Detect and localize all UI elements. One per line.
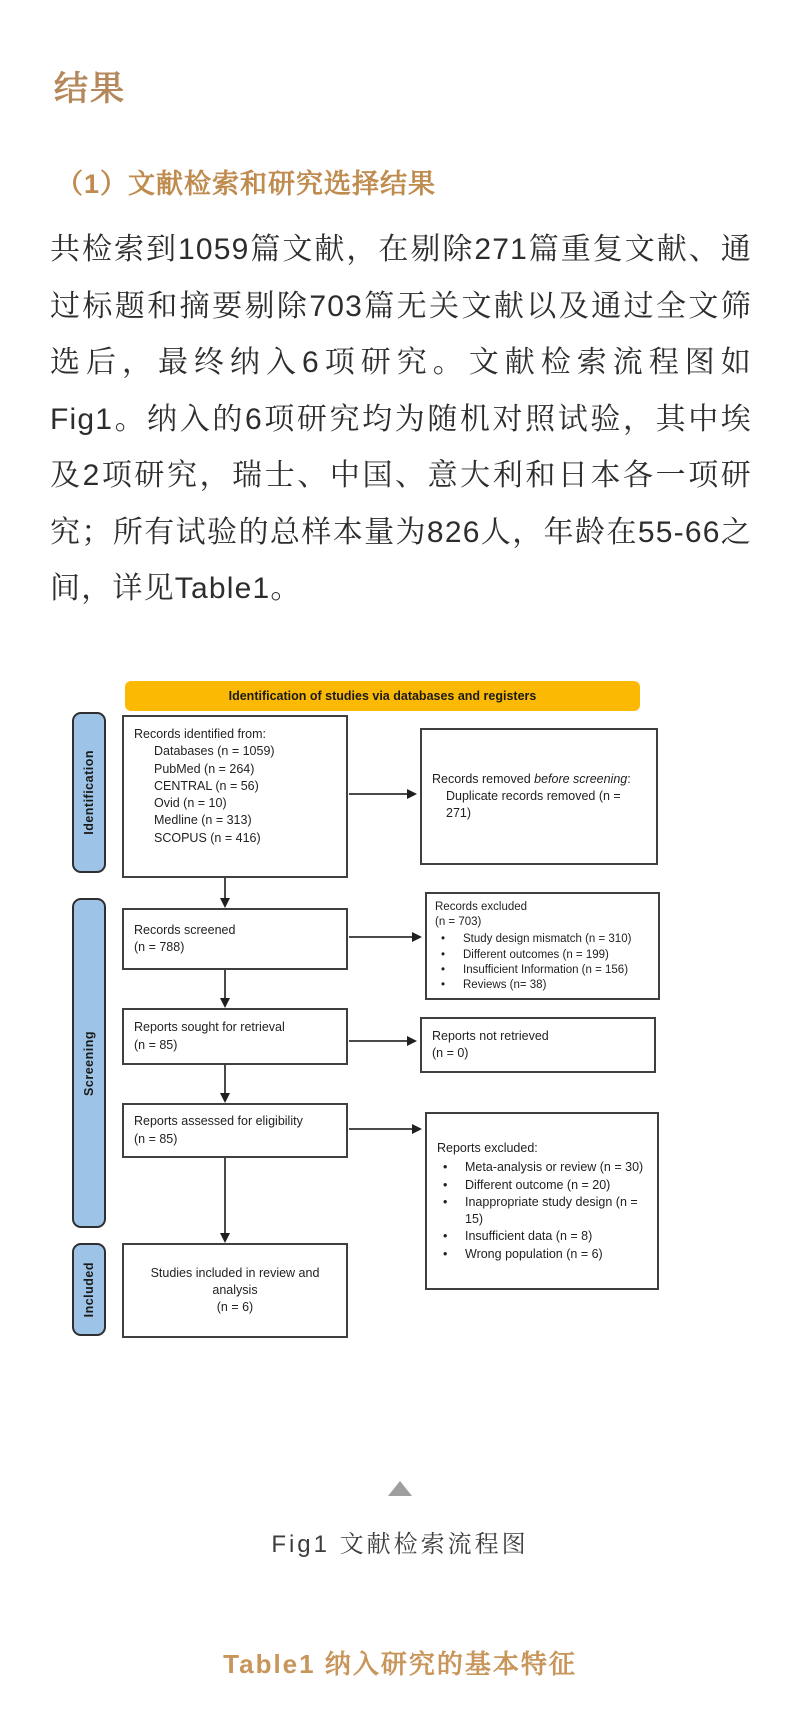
excluded-report-item: • Different outcome (n = 20) [437,1177,647,1194]
arrow-assessed-to-excluded [349,1128,420,1130]
prisma-banner: Identification of studies via databases and registers [125,681,640,711]
excluded-report-item: • Meta-analysis or review (n = 30) [437,1159,647,1176]
arrow-assessed-to-included [224,1158,226,1241]
reports-assessed-box: Reports assessed for eligibility (n = 85) [122,1103,348,1158]
records-removed-text: Records removed [432,771,535,786]
identified-item: PubMed (n = 264) [154,761,255,776]
figure-caption: Fig1 文献检索流程图 [271,1531,529,1558]
triangle-up-icon [388,1481,412,1496]
records-identified-title: Records identified from: [134,727,267,741]
excluded-record-item: • Study design mismatch (n = 310) [435,932,650,947]
identified-item: Medline (n = 313) [154,813,252,828]
subsection-title: （1）文献检索和研究选择结果 [56,169,437,200]
results-paragraph: 共检索到1059篇文献，在剔除271篇重复文献、通过标题和摘要剔除703篇无关文献以及通过全文筛选后，最终纳入6项研究。文献检索流程图如 Fig1。纳入的6项研究均为随机对照试验，其中埃及2项研究，瑞士、中国、意大利和日本各一项研究；所有试验的总样本量为826人，年龄在55-66之间，详见Table1。 [50,233,752,605]
identified-item: Databases (n = 1059) [154,744,275,759]
arrow-identified-to-removed [349,793,415,795]
reports-excluded-box: Reports excluded: • Meta-analysis or review (n = 30) • Different outcome (n = 20) • Inappropriate study design (n = 15) • Insufficient data (n = 8) • Wrong population (n = 6) [425,1112,659,1290]
arrow-screened-to-excluded [349,936,420,938]
excluded-report-item: • Inappropriate study design (n = 15) [437,1194,647,1229]
excluded-record-item: • Reviews (n= 38) [435,978,650,993]
arrow-sought-to-assessed [224,1065,226,1101]
excluded-report-item: • Wrong population (n = 6) [437,1246,647,1263]
duplicate-records-line: Duplicate records removed (n = 271) [446,788,621,821]
stage-label-identification: Identification [72,712,106,873]
identified-item: SCOPUS (n = 416) [154,830,261,845]
records-identified-box [122,715,348,878]
reports-not-retrieved-box: Reports not retrieved (n = 0) [420,1017,656,1073]
records-excluded-box: Records excluded (n = 703) • Study design mismatch (n = 310) • Different outcomes (n = 199) • Insufficient Information (n = 156) • Reviews (n= 38) [425,892,660,1000]
before-screening-italic: before screening [534,771,628,786]
arrow-screened-to-sought [224,970,226,1006]
table1-heading: Table1 纳入研究的基本特征 [223,1649,577,1679]
records-removed-box: Records removed before screening: Duplicate records removed (n = 271) [420,728,658,865]
reports-sought-box: Reports sought for retrieval (n = 85) [122,1008,348,1065]
excluded-record-item: • Different outcomes (n = 199) [435,948,650,963]
records-excluded-list [435,932,650,993]
stage-label-screening: Screening [72,898,106,1228]
stage-label-included: Included [72,1243,106,1336]
reports-excluded-list [437,1159,647,1263]
excluded-report-item: • Insufficient data (n = 8) [437,1228,647,1245]
excluded-record-item: • Insufficient Information (n = 156) [435,963,650,978]
records-screened-box: Records screened (n = 788) [122,908,348,970]
arrow-sought-to-not-retrieved [349,1040,415,1042]
studies-included-box: Studies included in review and analysis (n = 6) [122,1243,348,1338]
arrow-identified-to-screened [224,878,226,906]
identified-item: Ovid (n = 10) [154,796,227,810]
identified-item: CENTRAL (n = 56) [154,778,259,793]
section-title: 结果 [54,70,126,108]
